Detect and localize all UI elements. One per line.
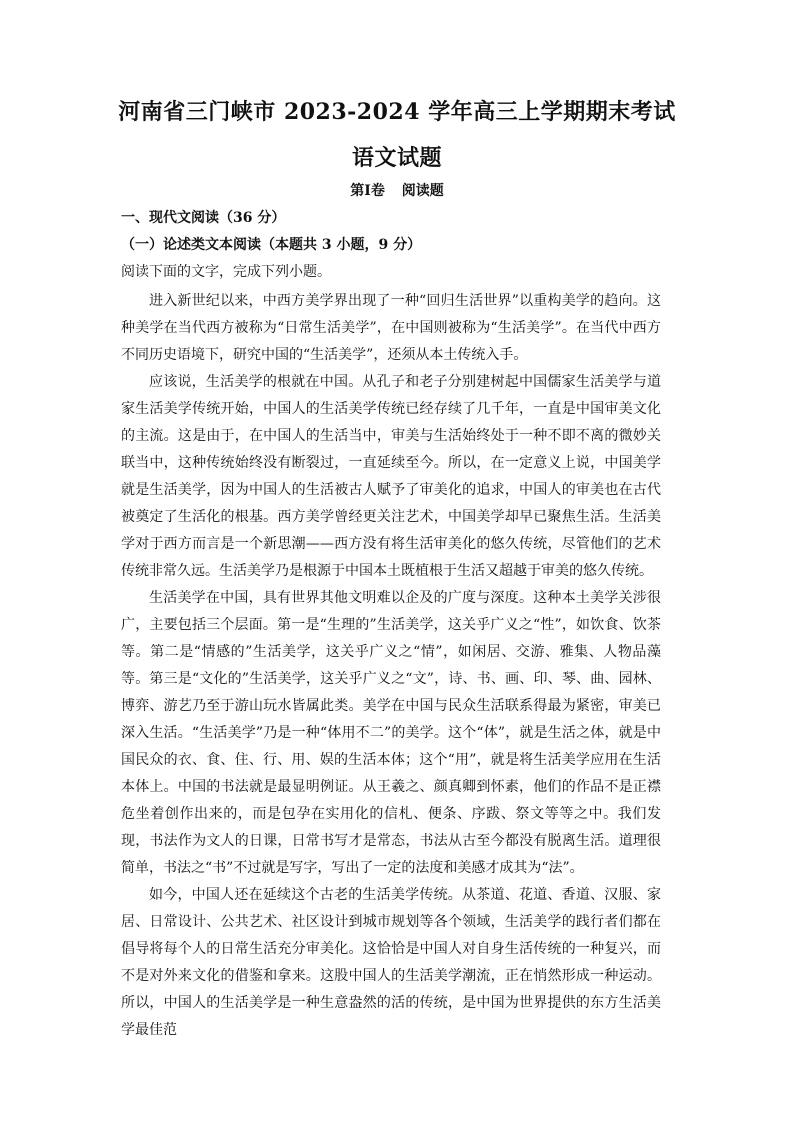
passage-paragraph: 如今，中国人还在延续这个古老的生活美学传统。从茶道、花道、香道、汉服、家居、日常设计、公共艺术、社区设计到城市规划等各个领域，生活美学的践行者们都在倡导将每个人的日常生活充分审美化。这恰恰是中国人对自身生活传统的一种复兴，而不是对外来文化的借鉴和拿来。这股中国人的生活美学潮流，正在悄然形成一种运动。所以，中国人的生活美学是一种生意盎然的活的传统，是中国为世界提供的东方生活美学最佳范 (121, 887, 661, 1038)
passage-paragraph: 进入新世纪以来，中西方美学界出现了一种“回归生活世界”以重构美学的趋向。这种美学在当代西方被称为“日常生活美学”，在中国则被称为“生活美学”。在当代中西方不同历史语境下，研究中国的“生活美学”，还须从本土传统入手。 (121, 293, 661, 363)
volume-title: 第Ⅰ卷 阅读题 (350, 183, 444, 199)
exam-title: 河南省三门峡市 2023-2024 学年高三上学期期末考试 (118, 99, 676, 125)
reading-passage (121, 288, 661, 1044)
exam-subtitle: 语文试题 (351, 145, 442, 171)
passage-paragraph: 生活美学在中国，具有世界其他文明难以企及的广度与深度。这种本土美学关涉很广，主要包括三个层面。第一是“生理的”生活美学，这关乎广义之“性”，如饮食、饮茶等。第二是“情感的”生活美学，这关乎广义之“情”，如闲居、交游、雅集、人物品藻等。第三是“文化的”生活美学，这关乎广义之“文”，诗、书、画、印、琴、曲、园林、博弈、游艺乃至于游山玩水皆属此类。美学在中国与民众生活联系得最为紧密，审美已深入生活。“生活美学”乃是一种“体用不二”的美学。这个“体”，就是生活之体，就是中国民众的衣、食、住、行、用、娱的生活本体；这个“用”，就是将生活美学应用在生活本体上。中国的书法就是最显明例证。从王羲之、颜真卿到怀素，他们的作品不是正襟危坐着创作出来的，而是包孕在实用化的信札、便条、序跋、祭文等等之中。我们发现，书法作为文人的日课，日常书写才是常态，书法从古至今都没有脱离生活。道理很简单，书法之“书”不过就是写字，写出了一定的法度和美感才成其为“法”。 (121, 590, 661, 876)
section-heading: 一、现代文阅读（36 分） (121, 210, 286, 226)
passage-paragraph: 应该说，生活美学的根就在中国。从孔子和老子分别建树起中国儒家生活美学与道家生活美学传统开始，中国人的生活美学传统已经存续了几千年，一直是中国审美文化的主流。这是由于，在中国人的生活当中，审美与生活始终处于一种不即不离的微妙关联当中，这种传统始终没有断裂过，一直延续至今。所以，在一定意义上说，中国美学就是生活美学，因为中国人的生活被古人赋予了审美化的追求，中国人的审美也在古代被奠定了生活化的根基。西方美学曾经更关注艺术，中国美学却早已聚焦生活。生活美学对于西方而言是一个新思潮——西方没有将生活审美化的悠久传统，尽管他们的艺术传统非常久远。生活美学乃是根源于中国本土既植根于生活又超越于审美的悠久传统。 (121, 374, 661, 579)
reading-instruction: 阅读下面的文字，完成下列小题。 (121, 264, 331, 280)
subsection-heading: （一）论述类文本阅读（本题共 3 小题，9 分） (121, 237, 422, 253)
